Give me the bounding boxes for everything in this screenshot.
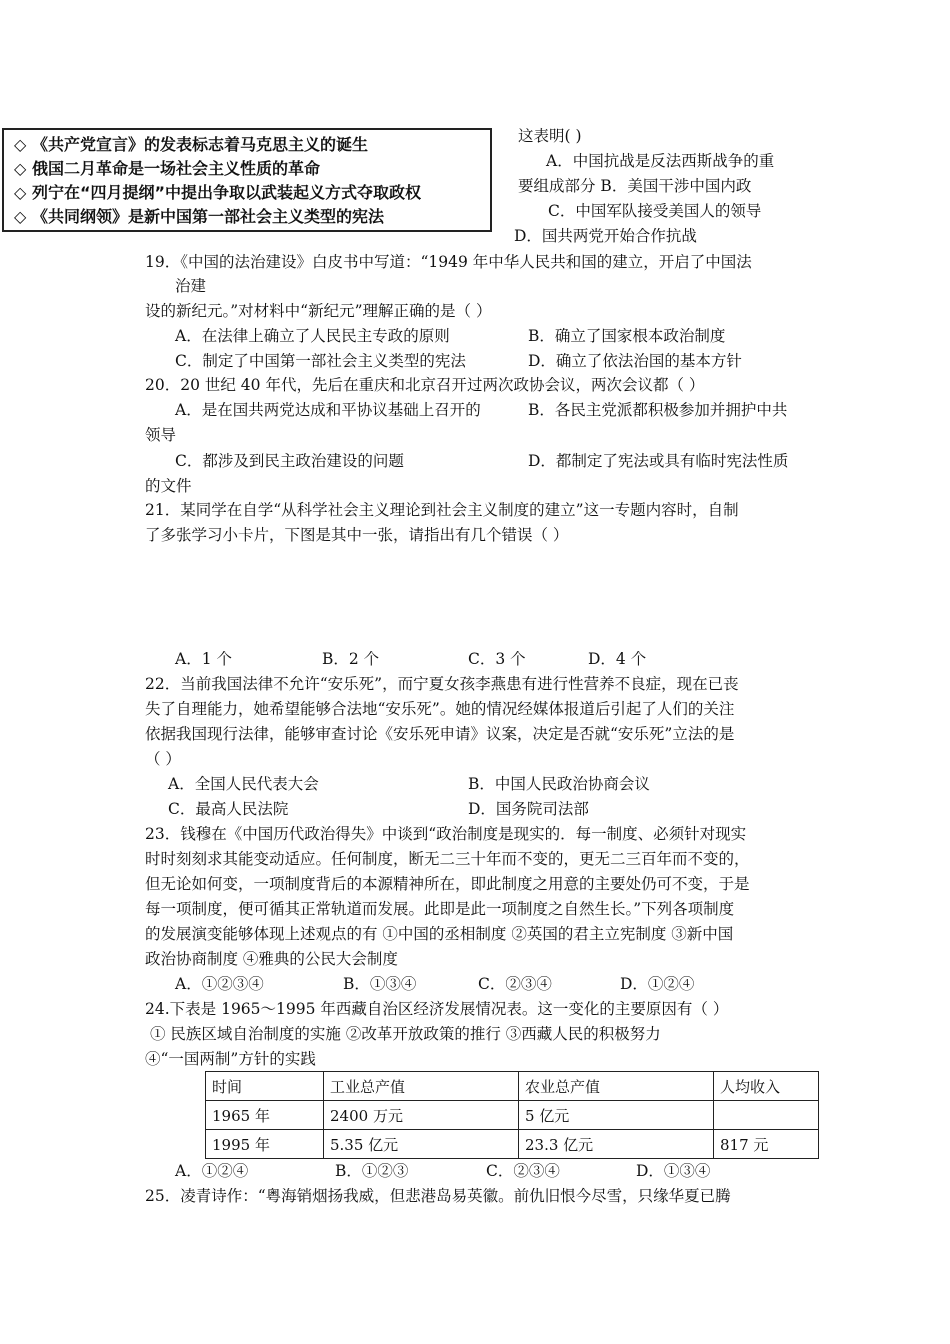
diamond-icon: ◇: [14, 135, 27, 154]
q23-option-c: C．②③④: [478, 975, 552, 993]
q21-stem-line1: 21．某同学在自学“从科学社会主义理论到社会主义制度的建立”这一专题内容时，自制: [145, 501, 739, 519]
q19-option-b: B．确立了国家根本政治制度: [528, 327, 726, 345]
q22-option-a: A．全国人民代表大会: [168, 775, 319, 793]
table-row: [206, 1130, 819, 1159]
q23-option-a: A．①②③④: [175, 975, 264, 993]
q18-option-c: C．中国军队接受美国人的领导: [548, 202, 762, 220]
q23-stem-line4: 每一项制度，便可循其正常轨道而发展。此即是此一项制度之自然生长。”下列各项制度: [145, 900, 735, 918]
table-cell: 817 元: [714, 1130, 819, 1159]
table-row: [206, 1101, 819, 1130]
diamond-icon: ◇: [14, 159, 27, 178]
q19-stem-line1: 19．《中国的法治建设》白皮书中写道：“1949 年中华人民共和国的建立，开启了中国法: [145, 253, 752, 271]
q22-option-b: B．中国人民政治协商会议: [468, 775, 650, 793]
table-header-row: [206, 1072, 819, 1101]
table-cell: [714, 1101, 819, 1130]
q24-option-d: D．①③④: [636, 1162, 711, 1180]
study-card: [2, 128, 492, 232]
q22-stem-line1: 22．当前我国法律不允许“安乐死”，而宁夏女孩李燕患有进行性营养不良症，现在已丧: [145, 675, 739, 693]
q25-stem-line1: 25．凌青诗作：“粤海销烟扬我威，但悲港岛易英徽。前仇旧恨今尽雪，只缘华夏已腾: [145, 1187, 731, 1205]
q20-option-c: C．都涉及到民主政治建设的问题: [175, 452, 404, 470]
q20-option-a: A．是在国共两党达成和平协议基础上召开的: [175, 401, 481, 419]
q19-stem-line3: 设的新纪元。”对材料中“新纪元”理解正确的是（ ）: [145, 302, 492, 320]
q18-option-d: D．国共两党开始合作抗战: [514, 227, 697, 245]
card-item: ◇ 《共同纲领》是新中国第一部社会主义类型的宪法: [14, 207, 385, 226]
q22-option-d: D．国务院司法部: [468, 800, 589, 818]
table-cell: 23.3 亿元: [519, 1130, 714, 1159]
table-cell: 2400 万元: [324, 1101, 519, 1130]
q20-option-b-cont: 领导: [145, 426, 177, 444]
q23-option-b: B．①③④: [343, 975, 417, 993]
economy-table: [205, 1071, 819, 1159]
table-header-cell: 人均收入: [714, 1072, 819, 1101]
table-header-cell: 农业总产值: [519, 1072, 714, 1101]
q22-stem-line3: 依据我国现行法律，能够审查讨论《安乐死申请》议案，决定是否就“安乐死”立法的是: [145, 725, 735, 743]
diamond-icon: ◇: [14, 183, 27, 202]
q23-stem-line5: 的发展演变能够体现上述观点的有 ①中国的丞相制度 ②英国的君主立宪制度 ③新中国: [145, 925, 734, 943]
q24-options-line1: ① 民族区域自治制度的实施 ②改革开放政策的推行 ③西藏人民的积极努力: [150, 1025, 661, 1043]
q23-stem-line6: 政治协商制度 ④雅典的公民大会制度: [145, 950, 398, 968]
q22-stem-line2: 失了自理能力，她希望能够合法地“安乐死”。她的情况经媒体报道后引起了人们的关注: [145, 700, 735, 718]
q24-stem: 24.下表是 1965～1995 年西藏自治区经济发展情况表。这一变化的主要原因有（ ）: [145, 1000, 729, 1018]
q18-option-a-b: 要组成部分 B．美国干涉中国内政: [518, 177, 752, 195]
table-header-cell: 时间: [206, 1072, 324, 1101]
q22-stem-line4: （ ）: [145, 750, 181, 768]
table-cell: 5.35 亿元: [324, 1130, 519, 1159]
table-cell: 1995 年: [206, 1130, 324, 1159]
q23-stem-line1: 23．钱穆在《中国历代政治得失》中谈到“政治制度是现实的．每一制度、必须针对现实: [145, 825, 747, 843]
table-cell: 1965 年: [206, 1101, 324, 1130]
q20-option-d: D．都制定了宪法或具有临时宪法性质: [528, 452, 789, 470]
q23-stem-line3: 但无论如何变，一项制度背后的本源精神所在，即此制度之用意的主要处仍可不变，于是: [145, 875, 750, 893]
q24-option-c: C．②③④: [486, 1162, 560, 1180]
q23-stem-line2: 时时刻刻求其能变动适应。任何制度，断无二三十年而不变的，更无二三百年而不变的，: [145, 850, 750, 868]
q20-stem: 20．20 世纪 40 年代，先后在重庆和北京召开过两次政协会议，两次会议都（ ）: [145, 376, 705, 394]
q19-option-c: C．制定了中国第一部社会主义类型的宪法: [175, 352, 466, 370]
q20-option-d-cont: 的文件: [145, 477, 192, 495]
card-item: ◇ 《共产党宣言》的发表标志着马克思主义的诞生: [14, 135, 369, 154]
q21-option-a: A．1 个: [175, 650, 232, 668]
table-cell: 5 亿元: [519, 1101, 714, 1130]
card-item: ◇ 列宁在“四月提纲”中提出争取以武装起义方式夺取政权: [14, 183, 422, 202]
q24-option-a: A．①②④: [175, 1162, 249, 1180]
q18-stem: 这表明( ): [518, 127, 582, 145]
q21-option-d: D．4 个: [588, 650, 647, 668]
q21-stem-line2: 了多张学习小卡片，下图是其中一张，请指出有几个错误（ ）: [145, 526, 569, 544]
diamond-icon: ◇: [14, 207, 27, 226]
q20-option-b: B．各民主党派都积极参加并拥护中共: [528, 401, 788, 419]
q24-options-line2: ④“一国两制”方针的实践: [145, 1050, 316, 1068]
q19-stem-line2: 治建: [175, 277, 207, 295]
q23-option-d: D．①②④: [620, 975, 695, 993]
q21-option-b: B．2 个: [322, 650, 380, 668]
q19-option-d: D．确立了依法治国的基本方针: [528, 352, 742, 370]
q19-option-a: A．在法律上确立了人民民主专政的原则: [175, 327, 450, 345]
q18-option-a: A．中国抗战是反法西斯战争的重: [546, 152, 775, 170]
q22-option-c: C．最高人民法院: [168, 800, 289, 818]
q21-option-c: C．3 个: [468, 650, 526, 668]
q24-option-b: B．①②③: [335, 1162, 409, 1180]
card-item: ◇ 俄国二月革命是一场社会主义性质的革命: [14, 159, 321, 178]
table-header-cell: 工业总产值: [324, 1072, 519, 1101]
